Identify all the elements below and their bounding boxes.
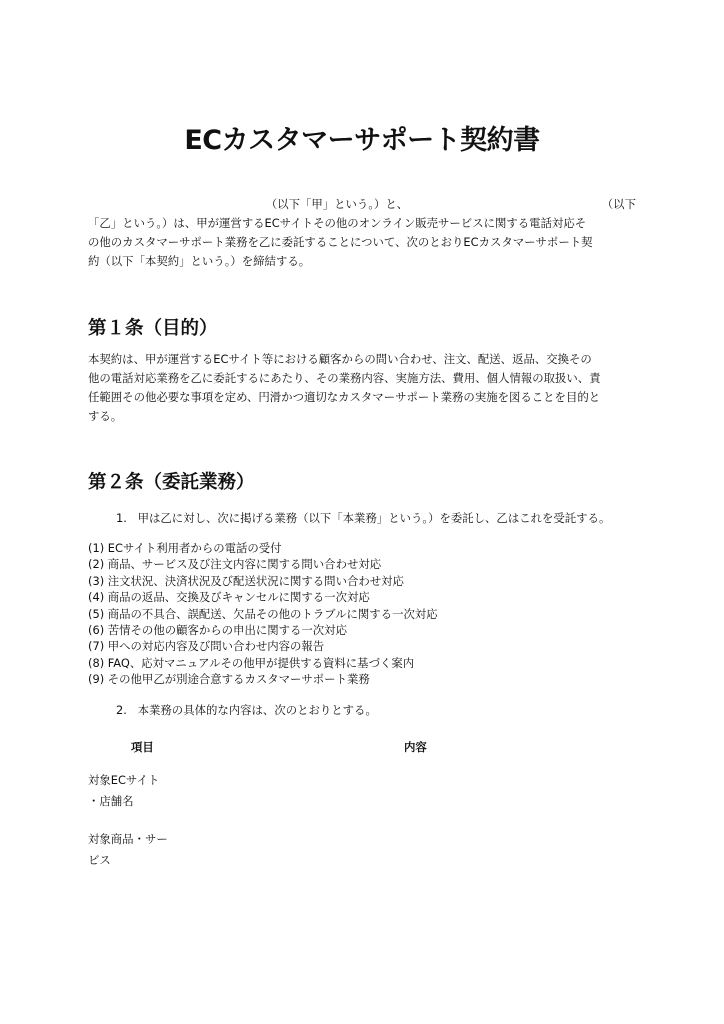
article-1-heading: 第１条（目的） bbox=[88, 318, 218, 339]
article-2-item-2 bbox=[116, 701, 377, 720]
intro-text-1a: （以下「甲」という。）と、 bbox=[265, 197, 409, 211]
list-item: (2) 商品、サービス及び注文内容に関する問い合わせ対応 bbox=[88, 557, 382, 572]
list-item: (6) 苦情その他の顧客からの申出に関する一次対応 bbox=[88, 623, 347, 638]
table-row-1-item bbox=[88, 770, 159, 812]
intro-text-1b: （以下 bbox=[601, 197, 636, 211]
item-text: 本業務の具体的な内容は、次のとおりとする。 bbox=[137, 703, 377, 717]
article-1-line: 他の電話対応業務を乙に委託するにあたり、その業務内容、実施方法、費用、個人情報の取扱い、責 bbox=[88, 371, 601, 385]
cell-line: ・店舗名 bbox=[88, 794, 134, 808]
service-list bbox=[88, 540, 438, 688]
article-1-line: する。 bbox=[88, 409, 123, 423]
table-header-content: 内容 bbox=[404, 740, 427, 754]
party-a-blank bbox=[88, 195, 254, 214]
article-2-item-1 bbox=[116, 509, 610, 528]
item-text: 甲は乙に対し、次に掲げる業務（以下「本業務」という。）を委託し、乙はこれを受託する。 bbox=[137, 511, 611, 525]
intro-line-2: 「乙」という。）は、甲が運営するECサイトその他のオンライン販売サービスに関する電話対応そ bbox=[88, 216, 587, 230]
cell-line: 対象商品・サー bbox=[88, 832, 168, 846]
list-item: (1) ECサイト利用者からの電話の受付 bbox=[88, 541, 282, 555]
article-1-body bbox=[88, 350, 636, 426]
article-2-heading: 第２条（委託業務） bbox=[88, 472, 255, 493]
intro-paragraph bbox=[88, 195, 636, 271]
intro-line-4: 約（以下「本契約」という。）を締結する。 bbox=[88, 254, 311, 268]
list-item: (3) 注文状況、決済状況及び配送状況に関する問い合わせ対応 bbox=[88, 573, 404, 588]
cell-line: 対象ECサイト bbox=[88, 773, 160, 787]
party-b-blank bbox=[420, 195, 590, 214]
cell-line: ビス bbox=[88, 853, 111, 867]
list-item: (5) 商品の不具合、誤配送、欠品その他のトラブルに関する一次対応 bbox=[88, 606, 438, 621]
article-1-line: 本契約は、甲が運営するECサイト等における顧客からの問い合わせ、注文、配送、返品、交換その bbox=[88, 352, 592, 366]
item-number: 2. bbox=[116, 703, 127, 717]
list-item: (9) その他甲乙が別途合意するカスタマーサポート業務 bbox=[88, 672, 370, 687]
list-item: (4) 商品の返品、交換及びキャンセルに関する一次対応 bbox=[88, 590, 370, 605]
intro-line-3: の他のカスタマーサポート業務を乙に委託することについて、次のとおりECカスタマーサポート契 bbox=[88, 235, 593, 249]
list-item: (7) 甲への対応内容及び問い合わせ内容の報告 bbox=[88, 639, 325, 654]
item-number: 1. bbox=[116, 511, 127, 525]
article-1-line: 任範囲その他必要な事項を定め、円滑かつ適切なカスタマーサポート業務の実施を図ることを目的と bbox=[88, 390, 601, 404]
table-header-item: 項目 bbox=[131, 740, 154, 754]
list-item: (8) FAQ、応対マニュアルその他甲が提供する資料に基づく案内 bbox=[88, 655, 415, 670]
table-row-2-item bbox=[88, 829, 168, 871]
document-title: ECカスタマーサポート契約書 bbox=[184, 125, 540, 156]
intro-line-1 bbox=[88, 195, 636, 214]
